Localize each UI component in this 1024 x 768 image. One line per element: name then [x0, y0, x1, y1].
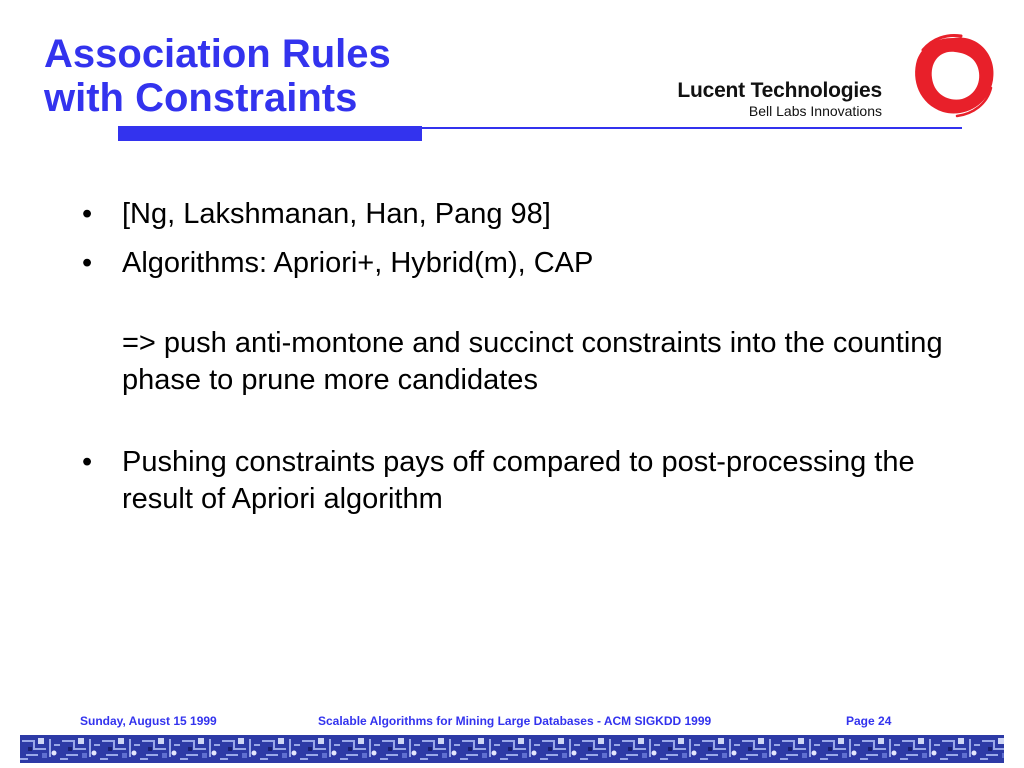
title-underline-bar	[118, 126, 422, 141]
bullet-marker: •	[82, 198, 93, 230]
slide-title-line-2: with Constraints	[44, 76, 358, 120]
bullet-item	[82, 245, 962, 399]
bullet-subtext: => push anti-montone and succinct constraints into the counting phase to prune more candidates	[122, 327, 943, 396]
bullet-item	[82, 196, 962, 233]
slide-title-line-1: Association Rules	[44, 32, 391, 76]
lucent-innovation-ring-icon	[903, 28, 1003, 124]
footer-pattern-band	[20, 735, 1004, 763]
brand-wordmark	[677, 79, 882, 120]
footer-date: Sunday, August 15 1999	[80, 714, 217, 728]
slide-title	[44, 32, 391, 120]
header-rule	[422, 127, 962, 129]
brand-name: Lucent Technologies	[677, 79, 882, 102]
bullet-text: [Ng, Lakshmanan, Han, Pang 98]	[122, 198, 551, 230]
bullet-text: Pushing constraints pays off compared to post-processing the result of Apriori algorithm	[122, 446, 915, 515]
bullet-list	[82, 196, 962, 518]
bullet-marker: •	[82, 247, 93, 279]
footer-page-number: Page 24	[846, 714, 892, 728]
bullet-marker: •	[82, 446, 93, 478]
brand-tagline: Bell Labs Innovations	[748, 103, 882, 119]
footer-conference: Scalable Algorithms for Mining Large Databases - ACM SIGKDD 1999	[318, 714, 712, 728]
bullet-item	[82, 444, 962, 518]
bullet-text: Algorithms: Apriori+, Hybrid(m), CAP	[122, 247, 594, 279]
